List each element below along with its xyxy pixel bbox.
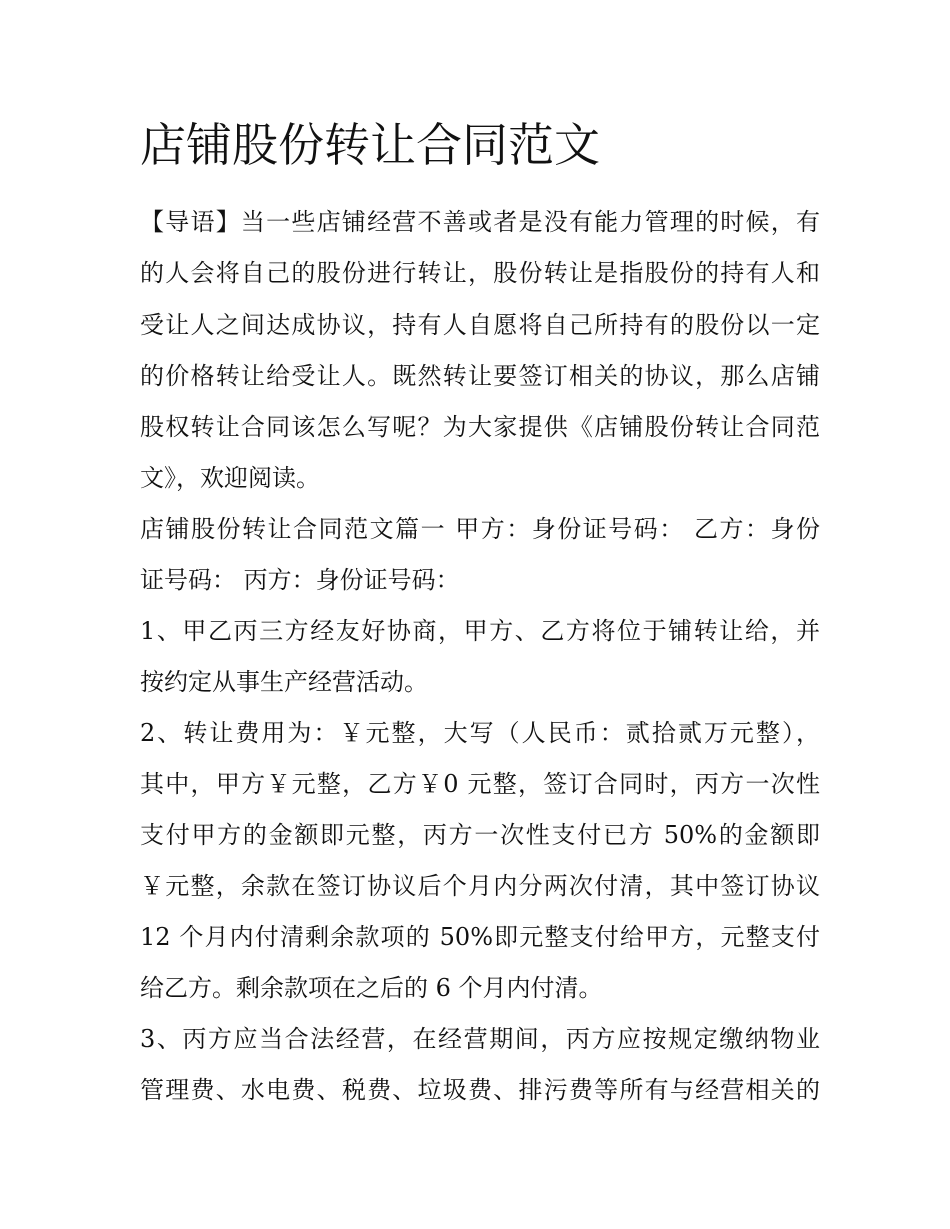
- clause-2-line-5: 12 个月内付清剩余款项的 50%即元整支付给甲方，元整支付: [140, 923, 820, 951]
- clause-3-line-1: 3、丙方应当合法经营，在经营期间，丙方应按规定缴纳物业: [140, 1025, 820, 1053]
- parties-line-2: 证号码： 丙方：身份证号码：: [140, 566, 460, 594]
- document-title: 店铺股份转让合同范文: [140, 118, 600, 172]
- clause-2-line-6: 给乙方。剩余款项在之后的 6 个月内付清。: [140, 974, 603, 1002]
- intro-line-3: 受让人之间达成协议，持有人自愿将自己所持有的股份以一定: [140, 311, 820, 339]
- clause-1-line-2: 按约定从事生产经营活动。: [140, 668, 428, 696]
- clause-1-line-1: 1、甲乙丙三方经友好协商，甲方、乙方将位于铺转让给，并: [140, 617, 820, 645]
- intro-line-6: 文》，欢迎阅读。: [140, 464, 320, 492]
- intro-line-2: 的人会将自己的股份进行转让，股份转让是指股份的持有人和: [140, 259, 820, 287]
- clause-2-line-4: ￥元整，余款在签订协议后个月内分两次付清，其中签订协议: [140, 872, 820, 900]
- clause-2-line-3: 支付甲方的金额即元整，丙方一次性支付已方 50%的金额即: [140, 821, 820, 849]
- intro-line-5: 股权转让合同该怎么写呢？为大家提供《店铺股份转让合同范: [140, 413, 820, 441]
- clause-3-line-2: 管理费、水电费、税费、垃圾费、排污费等所有与经营相关的: [140, 1076, 820, 1104]
- intro-line-4: 的价格转让给受让人。既然转让要签订相关的协议，那么店铺: [140, 362, 820, 390]
- parties-line-1: 店铺股份转让合同范文篇一 甲方：身份证号码： 乙方：身份: [140, 515, 820, 543]
- intro-line-1: 【导语】当一些店铺经营不善或者是没有能力管理的时候，有: [140, 208, 820, 236]
- clause-2-line-1: 2、转让费用为：￥元整，大写（人民币：贰拾贰万元整），: [140, 719, 820, 747]
- clause-2-line-2: 其中，甲方￥元整，乙方￥0 元整，签订合同时，丙方一次性: [140, 770, 820, 798]
